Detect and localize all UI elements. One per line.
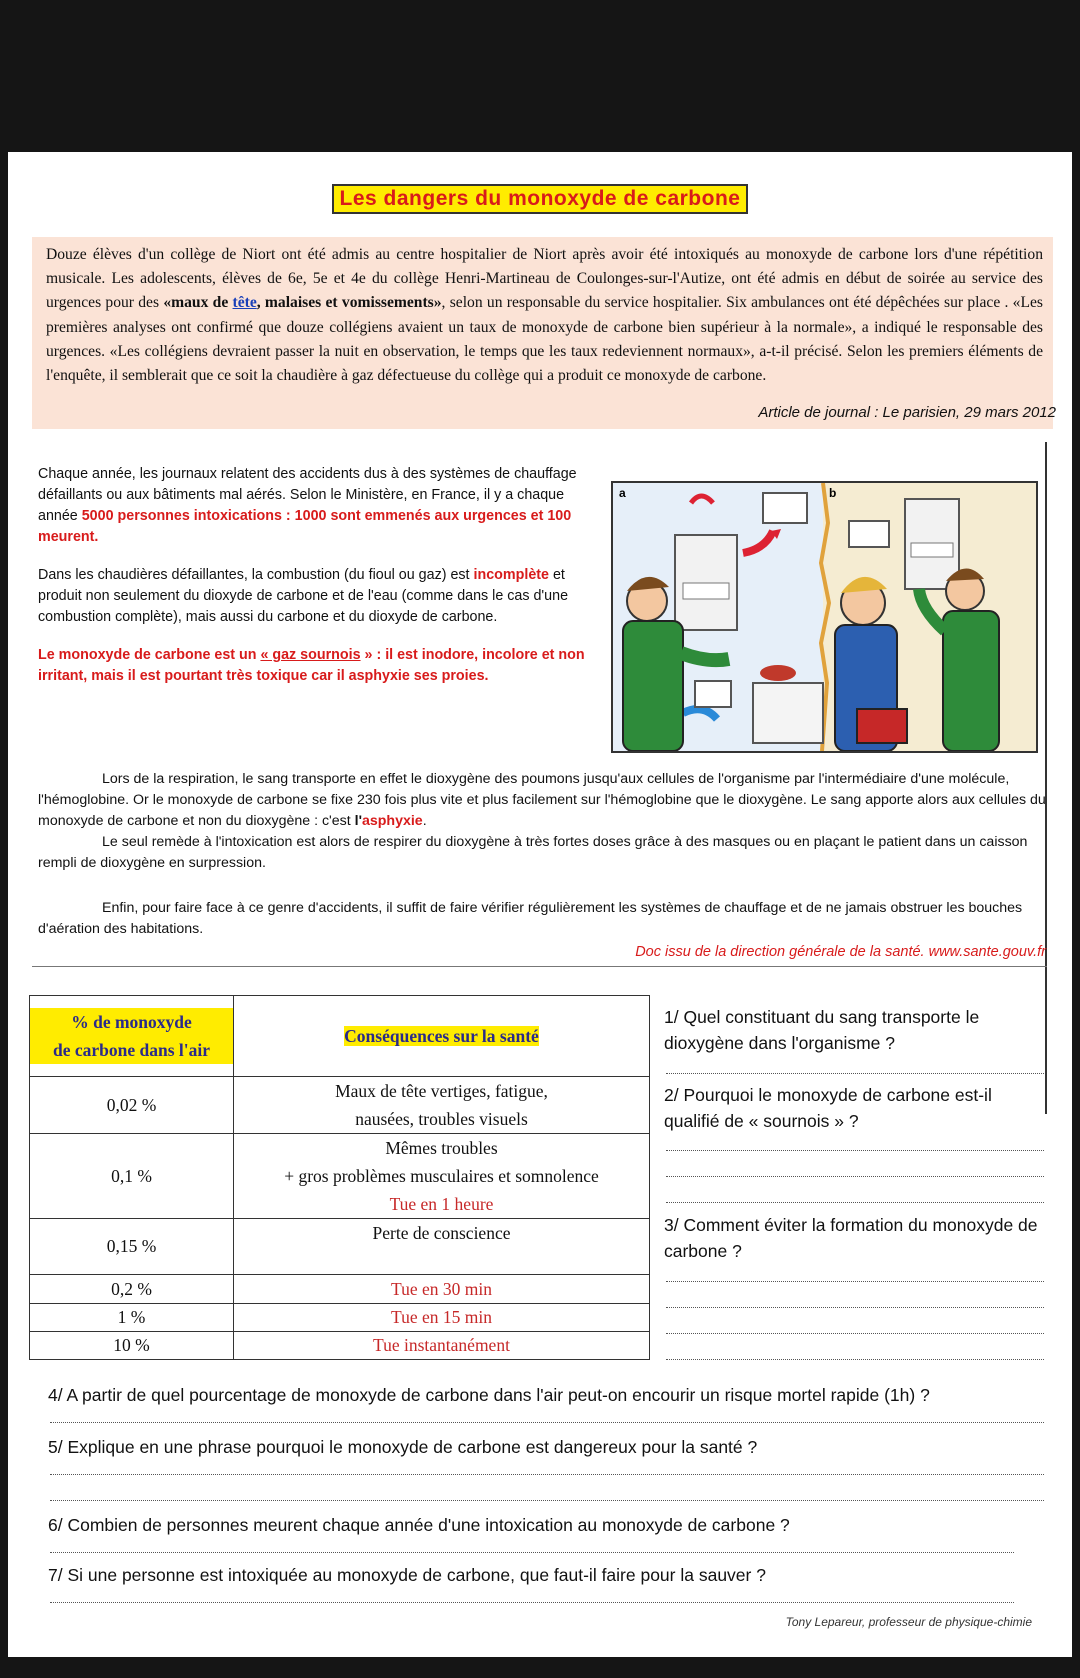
article-bold-1: «maux de [163, 294, 233, 312]
doc-paragraph-5: Le seul remède à l'intoxication est alors de respirer du dioxygène à très fortes doses grâce à des masques ou en plaçant le patient dans un caisson rempli de dioxygène en surpression. [38, 834, 1028, 871]
table-row [30, 1304, 650, 1332]
table-row [30, 1077, 650, 1134]
doc-p2-red: incomplète [473, 567, 549, 583]
boiler-illustration [611, 481, 1038, 753]
question-5: 5/ Explique en une phrase pourquoi le monoxyde de carbone est dangereux pour la santé ? [48, 1437, 758, 1457]
answer-line[interactable] [50, 1422, 1044, 1423]
doc-paragraph-4 [38, 769, 1048, 832]
doc-paragraph-6: Enfin, pour faire face à ce genre d'accidents, il suffit de faire vérifier régulièrement les systèmes de chauffage et de ne jamais obstruer les bouches d'aération des habitations. [38, 900, 1023, 937]
table-cell-consequence: Tue en 30 min [234, 1275, 650, 1304]
answer-line[interactable] [50, 1500, 1044, 1501]
doc-p4-text: Lors de la respiration, le sang transporte en effet le dioxygène des poumons jusqu'aux cellules de l'organisme par l'intermédiaire d'une molécule, l'hémoglobine. Or le monoxyde de carbone se fixe 230 fois plus vite et plus facilement sur l'hémoglobine que le dioxygène. Le sang apporte alors aux cellules du monoxyde de carbone et non du dioxygène : c'est [38, 771, 1046, 829]
doc-left-column [38, 464, 588, 704]
article-text-2: , selon un responsable du service hospitalier. Six ambulances ont été dépêchées sur place . «Les premières analyses ont confirmé que douze collégiens avaient un taux de monoxyde de carbone bien supérieur à la normale», a indiqué le responsable des urgences. «Les collégiens devraient passer la nuit en observation, le temps que les taux redeviennent normaux», a-t-il précisé. Selon les premiers éléments de l'enquête, il semblerait que ce soit la chaudière à gaz défectueuse du collège qui a produit ce monoxyde de carbone. [46, 294, 1043, 385]
consequence-line: Maux de tête vertiges, fatigue, [335, 1081, 548, 1101]
answer-line[interactable] [666, 1073, 1044, 1074]
consequence-fatal: Tue en 1 heure [389, 1194, 494, 1214]
doc-p3-red-b: » : il est inodore, incolore et non irritant, mais il est pourtant très toxique car il asphyxie ses proies. [38, 647, 585, 684]
consequence-line: Mêmes troubles [385, 1138, 498, 1158]
table-cell-percent: 0,15 % [30, 1219, 234, 1275]
table-header-consequences [234, 996, 650, 1077]
answer-line[interactable] [666, 1281, 1044, 1282]
article-bold-2: , malaises et vomissements» [256, 294, 442, 312]
consequence-line: + gros problèmes musculaires et somnolence [284, 1166, 599, 1186]
header-percent-line-2: de carbone dans l'air [30, 1036, 233, 1064]
question-6: 6/ Combien de personnes meurent chaque année d'une intoxication au monoxyde de carbone ? [48, 1515, 790, 1535]
table-cell-consequence: Tue instantanément [234, 1332, 650, 1360]
table-row [30, 1332, 650, 1360]
consequence-line: nausées, troubles visuels [355, 1109, 528, 1129]
answer-line[interactable] [50, 1474, 1044, 1475]
doc-p2-text-a: Dans les chaudières défaillantes, la combustion (du fioul ou gaz) est [38, 567, 474, 583]
doc-source: Doc issu de la direction générale de la santé. www.sante.gouv.fr [635, 944, 1046, 960]
answer-line[interactable] [666, 1359, 1044, 1360]
answer-line[interactable] [666, 1333, 1044, 1334]
article-source: Article de journal : Le parisien, 29 mars 2012 [758, 404, 1056, 421]
illustration-label-a: a [619, 486, 626, 500]
answer-line[interactable] [50, 1602, 1014, 1603]
table-row [30, 1219, 650, 1275]
co-consequences-table [29, 995, 650, 1360]
table-cell-consequence: Tue en 15 min [234, 1304, 650, 1332]
table-cell-percent: 10 % [30, 1332, 234, 1360]
article-link-tete[interactable]: tête [232, 294, 257, 312]
author-credit: Tony Lepareur, professeur de physique-chimie [785, 1615, 1032, 1629]
question-2: 2/ Pourquoi le monoxyde de carbone est-il qualifié de « sournois » ? [664, 1085, 992, 1131]
header-consequences-label: Conséquences sur la santé [344, 1025, 539, 1046]
newspaper-article [32, 237, 1053, 429]
horizontal-divider [32, 966, 1047, 967]
header-percent-line-1: % de monoxyde [30, 1008, 233, 1036]
table-cell-percent: 0,1 % [30, 1134, 234, 1219]
answer-line[interactable] [666, 1176, 1044, 1177]
table-cell-percent: 0,02 % [30, 1077, 234, 1134]
doc-paragraph-2 [38, 565, 588, 628]
question-7: 7/ Si une personne est intoxiquée au monoxyde de carbone, que faut-il faire pour la sauver ? [48, 1565, 766, 1585]
doc-paragraph-3 [38, 645, 588, 687]
table-row [30, 1275, 650, 1304]
table-header-percent [30, 996, 234, 1077]
consequence-line: Perte de conscience [372, 1223, 511, 1243]
table-cell-consequence [234, 1134, 650, 1219]
doc-p2-text-b: et produit non seulement du dioxyde de carbone et de l'eau (comme dans le cas d'une combustion complète), mais aussi du carbone et du dioxyde de carbone. [38, 567, 569, 625]
answer-line[interactable] [50, 1552, 1014, 1553]
doc-p4-end: . [422, 813, 427, 829]
page-title: Les dangers du monoxyde de carbone [332, 184, 749, 214]
question-1: 1/ Quel constituant du sang transporte le dioxygène dans l'organisme ? [664, 1007, 980, 1053]
question-3: 3/ Comment éviter la formation du monoxyde de carbone ? [664, 1215, 1038, 1261]
table-cell-percent: 1 % [30, 1304, 234, 1332]
article-text-1: Douze élèves d'un collège de Niort ont été admis au centre hospitalier de Niort après avoir été intoxiqués au monoxyde de carbone lors d'une répétition musicale. Les adolescents, élèves de 6e, 5e et 4e du collège Henri-Martineau de Coulonges-sur-l'Autize, ont été admis en début de soirée au service des urgences pour des [46, 246, 1043, 312]
doc-p1-text: Chaque année, les journaux relatent des accidents dus à des systèmes de chauffage défaillants ou aux bâtiments mal aérés. Selon le Ministère, en France, il y a chaque année [38, 466, 577, 524]
doc-paragraph-1 [38, 464, 588, 548]
table-row [30, 1134, 650, 1219]
worksheet-page [8, 152, 1072, 1657]
table-cell-percent: 0,2 % [30, 1275, 234, 1304]
question-4: 4/ A partir de quel pourcentage de monoxyde de carbone dans l'air peut-on encourir un risque mortel rapide (1h) ? [48, 1385, 930, 1405]
answer-line[interactable] [666, 1202, 1044, 1203]
doc-p3-gaz-sournois: « gaz sournois [260, 647, 361, 663]
table-cell-consequence [234, 1077, 650, 1134]
illustration-label-b: b [829, 486, 837, 500]
doc-p4-asphyxie: asphyxie [361, 813, 423, 829]
doc-p4-l: l' [354, 813, 362, 829]
answer-line[interactable] [666, 1150, 1044, 1151]
table-cell-consequence [234, 1219, 650, 1275]
answer-line[interactable] [666, 1307, 1044, 1308]
doc-p1-red: 5000 personnes intoxications : 1000 sont emmenés aux urgences et 100 meurent. [38, 508, 572, 545]
boiler-cartoon-image [613, 483, 1036, 751]
table-header-row [30, 996, 650, 1077]
doc-p3-red-a: Le monoxyde de carbone est un [38, 647, 261, 663]
